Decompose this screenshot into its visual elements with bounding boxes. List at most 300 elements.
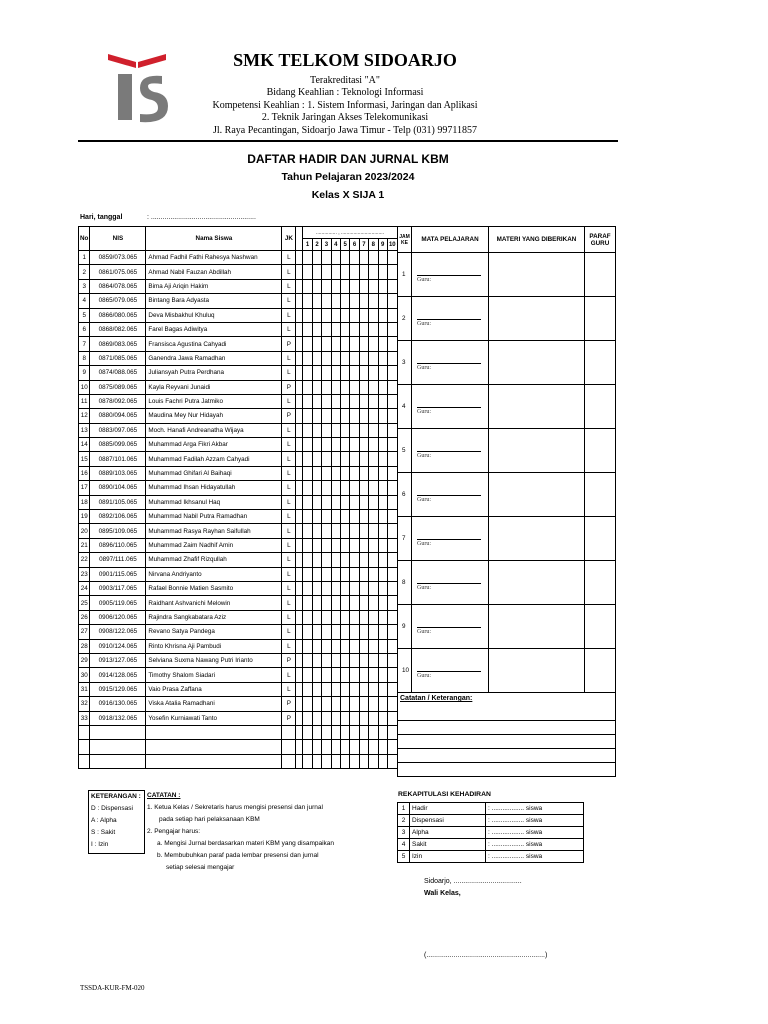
attendance-cell[interactable] [340, 725, 349, 739]
attendance-cell[interactable] [387, 682, 397, 696]
attendance-cell[interactable] [340, 581, 349, 595]
attendance-cell[interactable] [312, 553, 321, 567]
attendance-cell[interactable] [378, 265, 387, 279]
attendance-cell[interactable] [350, 366, 359, 380]
attendance-cell[interactable] [303, 409, 312, 423]
attendance-cell[interactable] [322, 740, 331, 754]
attendance-cell[interactable] [312, 409, 321, 423]
attendance-cell[interactable] [350, 265, 359, 279]
attendance-cell[interactable] [312, 653, 321, 667]
attendance-cell[interactable] [350, 380, 359, 394]
subject-cell[interactable] [412, 253, 489, 297]
attendance-cell[interactable] [322, 510, 331, 524]
attendance-cell[interactable] [312, 279, 321, 293]
attendance-cell[interactable] [359, 754, 368, 768]
attendance-cell[interactable] [303, 653, 312, 667]
attendance-cell[interactable] [322, 567, 331, 581]
attendance-cell[interactable] [331, 625, 340, 639]
attendance-cell[interactable] [303, 438, 312, 452]
attendance-cell[interactable] [359, 553, 368, 567]
attendance-cell[interactable] [359, 510, 368, 524]
attendance-cell[interactable] [359, 495, 368, 509]
attendance-cell[interactable] [303, 625, 312, 639]
attendance-cell[interactable] [359, 581, 368, 595]
attendance-cell[interactable] [322, 538, 331, 552]
attendance-cell[interactable] [350, 423, 359, 437]
attendance-cell[interactable] [312, 308, 321, 322]
attendance-cell[interactable] [369, 394, 378, 408]
attendance-cell[interactable] [387, 495, 397, 509]
attendance-cell[interactable] [322, 438, 331, 452]
attendance-cell[interactable] [331, 682, 340, 696]
paraf-cell[interactable] [585, 649, 616, 693]
attendance-cell[interactable] [322, 625, 331, 639]
attendance-cell[interactable] [359, 423, 368, 437]
attendance-cell[interactable] [387, 366, 397, 380]
attendance-cell[interactable] [303, 466, 312, 480]
attendance-cell[interactable] [369, 322, 378, 336]
attendance-cell[interactable] [331, 754, 340, 768]
attendance-cell[interactable] [387, 452, 397, 466]
attendance-cell[interactable] [359, 740, 368, 754]
attendance-cell[interactable] [359, 308, 368, 322]
attendance-cell[interactable] [378, 725, 387, 739]
attendance-cell[interactable] [303, 308, 312, 322]
attendance-cell[interactable] [340, 682, 349, 696]
attendance-cell[interactable] [331, 653, 340, 667]
attendance-cell[interactable] [378, 322, 387, 336]
attendance-cell[interactable] [303, 740, 312, 754]
attendance-cell[interactable] [359, 610, 368, 624]
attendance-cell[interactable] [303, 366, 312, 380]
attendance-cell[interactable] [322, 697, 331, 711]
attendance-cell[interactable] [369, 294, 378, 308]
attendance-cell[interactable] [340, 610, 349, 624]
attendance-cell[interactable] [312, 740, 321, 754]
day-date-field[interactable]: : ...................................................... [147, 214, 256, 221]
attendance-cell[interactable] [331, 409, 340, 423]
attendance-cell[interactable] [369, 351, 378, 365]
attendance-cell[interactable] [312, 380, 321, 394]
attendance-cell[interactable] [350, 740, 359, 754]
attendance-cell[interactable] [303, 294, 312, 308]
attendance-cell[interactable] [387, 581, 397, 595]
attendance-cell[interactable] [340, 538, 349, 552]
paraf-cell[interactable] [585, 341, 616, 385]
attendance-cell[interactable] [350, 581, 359, 595]
attendance-cell[interactable] [369, 251, 378, 265]
attendance-cell[interactable] [378, 279, 387, 293]
attendance-cell[interactable] [340, 279, 349, 293]
notes-line[interactable] [398, 735, 616, 749]
attendance-cell[interactable] [331, 481, 340, 495]
attendance-cell[interactable] [312, 294, 321, 308]
attendance-cell[interactable] [340, 438, 349, 452]
attendance-cell[interactable] [331, 308, 340, 322]
attendance-cell[interactable] [369, 423, 378, 437]
attendance-cell[interactable] [312, 697, 321, 711]
attendance-cell[interactable] [322, 294, 331, 308]
attendance-cell[interactable] [340, 625, 349, 639]
attendance-cell[interactable] [387, 725, 397, 739]
attendance-cell[interactable] [387, 438, 397, 452]
attendance-cell[interactable] [331, 639, 340, 653]
attendance-cell[interactable] [340, 524, 349, 538]
attendance-cell[interactable] [369, 481, 378, 495]
attendance-cell[interactable] [312, 452, 321, 466]
attendance-cell[interactable] [387, 567, 397, 581]
attendance-cell[interactable] [369, 265, 378, 279]
attendance-cell[interactable] [331, 596, 340, 610]
attendance-cell[interactable] [312, 725, 321, 739]
attendance-cell[interactable] [387, 697, 397, 711]
attendance-cell[interactable] [359, 380, 368, 394]
attendance-cell[interactable] [359, 725, 368, 739]
attendance-cell[interactable] [378, 653, 387, 667]
subject-cell[interactable] [412, 649, 489, 693]
attendance-cell[interactable] [322, 251, 331, 265]
attendance-cell[interactable] [369, 639, 378, 653]
rekap-value[interactable]: : .................. siswa [486, 851, 584, 863]
attendance-cell[interactable] [350, 466, 359, 480]
attendance-cell[interactable] [387, 510, 397, 524]
attendance-cell[interactable] [312, 351, 321, 365]
attendance-cell[interactable] [322, 711, 331, 725]
attendance-cell[interactable] [312, 394, 321, 408]
attendance-cell[interactable] [331, 740, 340, 754]
attendance-cell[interactable] [359, 711, 368, 725]
attendance-cell[interactable] [359, 639, 368, 653]
attendance-cell[interactable] [350, 653, 359, 667]
attendance-cell[interactable] [331, 251, 340, 265]
materi-cell[interactable] [489, 297, 585, 341]
attendance-cell[interactable] [387, 423, 397, 437]
attendance-cell[interactable] [312, 366, 321, 380]
attendance-cell[interactable] [359, 466, 368, 480]
attendance-cell[interactable] [322, 466, 331, 480]
attendance-cell[interactable] [378, 625, 387, 639]
attendance-cell[interactable] [303, 351, 312, 365]
attendance-cell[interactable] [322, 265, 331, 279]
attendance-cell[interactable] [340, 452, 349, 466]
attendance-cell[interactable] [359, 653, 368, 667]
attendance-cell[interactable] [350, 452, 359, 466]
attendance-cell[interactable] [331, 567, 340, 581]
notes-line[interactable] [398, 721, 616, 735]
attendance-cell[interactable] [378, 581, 387, 595]
attendance-cell[interactable] [350, 495, 359, 509]
attendance-cell[interactable] [322, 639, 331, 653]
attendance-cell[interactable] [331, 466, 340, 480]
attendance-cell[interactable] [322, 495, 331, 509]
attendance-cell[interactable] [331, 524, 340, 538]
attendance-cell[interactable] [303, 725, 312, 739]
attendance-cell[interactable] [303, 265, 312, 279]
attendance-cell[interactable] [331, 351, 340, 365]
materi-cell[interactable] [489, 473, 585, 517]
signature-name-line[interactable]: (.............................................................) [424, 952, 548, 959]
attendance-cell[interactable] [350, 409, 359, 423]
attendance-cell[interactable] [350, 322, 359, 336]
paraf-cell[interactable] [585, 297, 616, 341]
attendance-cell[interactable] [359, 251, 368, 265]
attendance-cell[interactable] [369, 682, 378, 696]
attendance-cell[interactable] [340, 754, 349, 768]
attendance-cell[interactable] [340, 740, 349, 754]
attendance-cell[interactable] [369, 697, 378, 711]
attendance-cell[interactable] [359, 596, 368, 610]
attendance-cell[interactable] [303, 596, 312, 610]
attendance-cell[interactable] [312, 538, 321, 552]
attendance-cell[interactable] [350, 668, 359, 682]
attendance-cell[interactable] [359, 438, 368, 452]
materi-cell[interactable] [489, 385, 585, 429]
attendance-cell[interactable] [340, 711, 349, 725]
attendance-cell[interactable] [359, 524, 368, 538]
attendance-cell[interactable] [369, 380, 378, 394]
attendance-cell[interactable] [359, 337, 368, 351]
attendance-cell[interactable] [322, 423, 331, 437]
attendance-cell[interactable] [378, 337, 387, 351]
attendance-cell[interactable] [303, 682, 312, 696]
materi-cell[interactable] [489, 649, 585, 693]
subject-cell[interactable] [412, 605, 489, 649]
attendance-cell[interactable] [340, 337, 349, 351]
attendance-cell[interactable] [331, 322, 340, 336]
attendance-cell[interactable] [312, 481, 321, 495]
attendance-cell[interactable] [350, 337, 359, 351]
attendance-cell[interactable] [350, 251, 359, 265]
attendance-cell[interactable] [378, 438, 387, 452]
attendance-cell[interactable] [387, 394, 397, 408]
attendance-cell[interactable] [369, 466, 378, 480]
attendance-cell[interactable] [340, 553, 349, 567]
attendance-cell[interactable] [359, 322, 368, 336]
attendance-cell[interactable] [312, 510, 321, 524]
attendance-cell[interactable] [322, 337, 331, 351]
attendance-cell[interactable] [312, 625, 321, 639]
attendance-cell[interactable] [359, 351, 368, 365]
attendance-cell[interactable] [359, 682, 368, 696]
attendance-cell[interactable] [303, 495, 312, 509]
attendance-cell[interactable] [340, 668, 349, 682]
attendance-cell[interactable] [303, 553, 312, 567]
attendance-cell[interactable] [340, 697, 349, 711]
attendance-cell[interactable] [350, 711, 359, 725]
attendance-cell[interactable] [378, 452, 387, 466]
attendance-cell[interactable] [378, 682, 387, 696]
attendance-cell[interactable] [322, 308, 331, 322]
rekap-value[interactable]: : .................. siswa [486, 839, 584, 851]
paraf-cell[interactable] [585, 561, 616, 605]
attendance-cell[interactable] [350, 279, 359, 293]
attendance-cell[interactable] [303, 610, 312, 624]
attendance-cell[interactable] [331, 279, 340, 293]
attendance-cell[interactable] [369, 510, 378, 524]
attendance-cell[interactable] [312, 466, 321, 480]
attendance-cell[interactable] [340, 351, 349, 365]
attendance-cell[interactable] [387, 711, 397, 725]
attendance-cell[interactable] [303, 452, 312, 466]
attendance-cell[interactable] [350, 639, 359, 653]
attendance-cell[interactable] [378, 294, 387, 308]
attendance-cell[interactable] [312, 567, 321, 581]
attendance-cell[interactable] [359, 452, 368, 466]
attendance-cell[interactable] [322, 754, 331, 768]
attendance-cell[interactable] [331, 697, 340, 711]
subject-cell[interactable] [412, 473, 489, 517]
attendance-cell[interactable] [340, 308, 349, 322]
attendance-cell[interactable] [340, 251, 349, 265]
attendance-cell[interactable] [378, 495, 387, 509]
attendance-cell[interactable] [369, 337, 378, 351]
attendance-cell[interactable] [378, 466, 387, 480]
attendance-cell[interactable] [369, 438, 378, 452]
attendance-cell[interactable] [340, 596, 349, 610]
materi-cell[interactable] [489, 341, 585, 385]
attendance-cell[interactable] [312, 495, 321, 509]
attendance-cell[interactable] [378, 380, 387, 394]
attendance-cell[interactable] [350, 524, 359, 538]
paraf-cell[interactable] [585, 429, 616, 473]
attendance-cell[interactable] [350, 567, 359, 581]
attendance-cell[interactable] [387, 251, 397, 265]
attendance-cell[interactable] [340, 265, 349, 279]
attendance-cell[interactable] [387, 279, 397, 293]
attendance-cell[interactable] [387, 351, 397, 365]
attendance-cell[interactable] [303, 510, 312, 524]
subject-cell[interactable] [412, 517, 489, 561]
attendance-cell[interactable] [312, 438, 321, 452]
attendance-cell[interactable] [340, 653, 349, 667]
attendance-cell[interactable] [331, 711, 340, 725]
paraf-cell[interactable] [585, 517, 616, 561]
attendance-cell[interactable] [378, 423, 387, 437]
attendance-cell[interactable] [369, 567, 378, 581]
attendance-cell[interactable] [322, 553, 331, 567]
attendance-cell[interactable] [303, 322, 312, 336]
attendance-cell[interactable] [322, 279, 331, 293]
attendance-cell[interactable] [378, 668, 387, 682]
attendance-cell[interactable] [359, 265, 368, 279]
attendance-cell[interactable] [359, 294, 368, 308]
attendance-cell[interactable] [350, 538, 359, 552]
attendance-cell[interactable] [331, 366, 340, 380]
attendance-cell[interactable] [331, 510, 340, 524]
attendance-cell[interactable] [387, 337, 397, 351]
attendance-cell[interactable] [369, 668, 378, 682]
attendance-cell[interactable] [303, 524, 312, 538]
attendance-cell[interactable] [350, 682, 359, 696]
attendance-cell[interactable] [369, 538, 378, 552]
attendance-cell[interactable] [340, 394, 349, 408]
attendance-cell[interactable] [312, 711, 321, 725]
attendance-cell[interactable] [378, 639, 387, 653]
date-header[interactable]: ............... , ............................... [303, 227, 397, 239]
attendance-cell[interactable] [387, 265, 397, 279]
attendance-cell[interactable] [340, 567, 349, 581]
attendance-cell[interactable] [387, 740, 397, 754]
attendance-cell[interactable] [303, 668, 312, 682]
attendance-cell[interactable] [369, 366, 378, 380]
attendance-cell[interactable] [369, 754, 378, 768]
attendance-cell[interactable] [378, 409, 387, 423]
subject-cell[interactable] [412, 561, 489, 605]
attendance-cell[interactable] [303, 423, 312, 437]
attendance-cell[interactable] [359, 668, 368, 682]
attendance-cell[interactable] [340, 380, 349, 394]
attendance-cell[interactable] [387, 409, 397, 423]
subject-cell[interactable] [412, 385, 489, 429]
attendance-cell[interactable] [378, 251, 387, 265]
attendance-cell[interactable] [331, 423, 340, 437]
attendance-cell[interactable] [350, 394, 359, 408]
paraf-cell[interactable] [585, 605, 616, 649]
attendance-cell[interactable] [312, 754, 321, 768]
attendance-cell[interactable] [369, 740, 378, 754]
attendance-cell[interactable] [331, 294, 340, 308]
attendance-cell[interactable] [359, 366, 368, 380]
attendance-cell[interactable] [350, 625, 359, 639]
materi-cell[interactable] [489, 429, 585, 473]
attendance-cell[interactable] [387, 553, 397, 567]
attendance-cell[interactable] [331, 380, 340, 394]
attendance-cell[interactable] [378, 697, 387, 711]
rekap-value[interactable]: : .................. siswa [486, 827, 584, 839]
attendance-cell[interactable] [350, 596, 359, 610]
attendance-cell[interactable] [331, 553, 340, 567]
materi-cell[interactable] [489, 253, 585, 297]
rekap-value[interactable]: : .................. siswa [486, 815, 584, 827]
attendance-cell[interactable] [312, 610, 321, 624]
attendance-cell[interactable] [303, 251, 312, 265]
materi-cell[interactable] [489, 605, 585, 649]
attendance-cell[interactable] [378, 740, 387, 754]
attendance-cell[interactable] [369, 610, 378, 624]
attendance-cell[interactable] [369, 653, 378, 667]
notes-line[interactable] [398, 763, 616, 777]
attendance-cell[interactable] [340, 510, 349, 524]
attendance-cell[interactable] [331, 438, 340, 452]
attendance-cell[interactable] [387, 639, 397, 653]
attendance-cell[interactable] [350, 294, 359, 308]
attendance-cell[interactable] [312, 524, 321, 538]
attendance-cell[interactable] [331, 668, 340, 682]
attendance-cell[interactable] [331, 610, 340, 624]
attendance-cell[interactable] [369, 596, 378, 610]
attendance-cell[interactable] [387, 481, 397, 495]
attendance-cell[interactable] [378, 610, 387, 624]
notes-line[interactable] [398, 749, 616, 763]
subject-cell[interactable] [412, 297, 489, 341]
attendance-cell[interactable] [359, 625, 368, 639]
attendance-cell[interactable] [303, 639, 312, 653]
attendance-cell[interactable] [303, 481, 312, 495]
attendance-cell[interactable] [340, 481, 349, 495]
attendance-cell[interactable] [350, 553, 359, 567]
attendance-cell[interactable] [350, 481, 359, 495]
attendance-cell[interactable] [331, 394, 340, 408]
attendance-cell[interactable] [331, 581, 340, 595]
attendance-cell[interactable] [359, 279, 368, 293]
attendance-cell[interactable] [322, 452, 331, 466]
attendance-cell[interactable] [359, 697, 368, 711]
materi-cell[interactable] [489, 561, 585, 605]
attendance-cell[interactable] [331, 337, 340, 351]
attendance-cell[interactable] [350, 510, 359, 524]
attendance-cell[interactable] [322, 725, 331, 739]
attendance-cell[interactable] [378, 308, 387, 322]
